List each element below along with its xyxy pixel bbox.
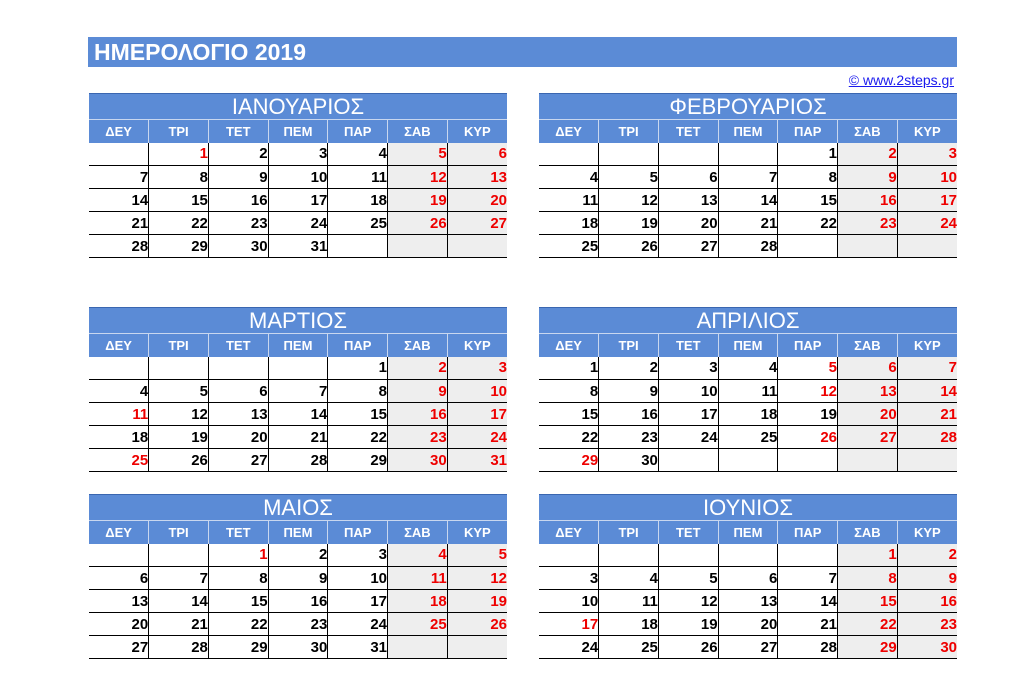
day-cell: 13 [208, 403, 268, 426]
weekday-header: ΚΥΡ [447, 334, 507, 357]
day-cell: 8 [328, 380, 388, 403]
weekday-header: ΤΡΙ [149, 120, 209, 143]
day-cell: 3 [539, 567, 599, 590]
month-name: ΙΟΥΝΙΟΣ [539, 495, 957, 521]
week-row [89, 166, 507, 189]
day-cell: 24 [328, 613, 388, 636]
weekday-header: ΤΕΤ [658, 521, 718, 544]
day-cell: 10 [658, 380, 718, 403]
month-name: ΑΠΡΙΛΙΟΣ [539, 308, 957, 334]
day-cell: 9 [268, 567, 328, 590]
day-cell: 15 [328, 403, 388, 426]
day-cell: 7 [778, 567, 838, 590]
copyright-link[interactable]: © www.2steps.gr [848, 72, 954, 88]
day-cell: 11 [599, 590, 659, 613]
month-name: ΙΑΝΟΥΑΡΙΟΣ [89, 94, 507, 120]
weekday-header: ΠΕΜ [268, 521, 328, 544]
day-cell: 26 [658, 636, 718, 659]
weekday-header: ΔΕΥ [539, 120, 599, 143]
day-cell: 5 [658, 567, 718, 590]
day-cell: 23 [838, 212, 898, 235]
day-cell: 1 [838, 544, 898, 567]
day-cell: 18 [718, 403, 778, 426]
day-cell: 30 [897, 636, 957, 659]
day-cell: 16 [388, 403, 448, 426]
day-cell: 4 [539, 166, 599, 189]
day-cell: 31 [268, 235, 328, 258]
day-cell [599, 544, 659, 567]
day-cell: 20 [838, 403, 898, 426]
day-cell: 19 [388, 189, 448, 212]
day-cell: 24 [268, 212, 328, 235]
day-cell: 4 [718, 357, 778, 380]
weekday-header: ΚΥΡ [897, 120, 957, 143]
weekday-header: ΤΡΙ [149, 521, 209, 544]
day-cell: 1 [778, 143, 838, 166]
week-row [89, 212, 507, 235]
day-cell: 17 [897, 189, 957, 212]
week-row [539, 636, 957, 659]
week-row [539, 357, 957, 380]
weekday-header: ΤΕΤ [658, 334, 718, 357]
day-cell: 27 [208, 449, 268, 472]
day-cell: 11 [388, 567, 448, 590]
month-table [539, 307, 957, 472]
day-cell: 1 [328, 357, 388, 380]
day-cell: 14 [897, 380, 957, 403]
day-cell: 18 [328, 189, 388, 212]
day-cell: 23 [268, 613, 328, 636]
day-cell: 21 [268, 426, 328, 449]
week-row [89, 380, 507, 403]
weekday-header: ΤΕΤ [658, 120, 718, 143]
day-cell: 22 [328, 426, 388, 449]
day-cell: 20 [208, 426, 268, 449]
week-row [89, 357, 507, 380]
day-cell: 7 [89, 166, 149, 189]
day-cell: 25 [718, 426, 778, 449]
day-cell: 16 [268, 590, 328, 613]
day-cell: 16 [838, 189, 898, 212]
day-cell: 27 [718, 636, 778, 659]
day-cell: 30 [208, 235, 268, 258]
day-cell [718, 544, 778, 567]
day-cell: 6 [658, 166, 718, 189]
day-cell: 23 [599, 426, 659, 449]
day-cell: 12 [388, 166, 448, 189]
day-cell: 4 [599, 567, 659, 590]
week-row [539, 380, 957, 403]
day-cell: 14 [778, 590, 838, 613]
day-cell: 21 [718, 212, 778, 235]
day-cell: 13 [718, 590, 778, 613]
week-row [89, 403, 507, 426]
day-cell: 5 [447, 544, 507, 567]
day-cell [149, 544, 209, 567]
week-row [539, 426, 957, 449]
weekday-header: ΠΕΜ [718, 334, 778, 357]
day-cell: 6 [838, 357, 898, 380]
weekday-header: ΤΡΙ [599, 120, 659, 143]
day-cell: 29 [328, 449, 388, 472]
day-cell: 22 [838, 613, 898, 636]
day-cell: 10 [447, 380, 507, 403]
day-cell: 12 [778, 380, 838, 403]
weekday-header: ΚΥΡ [897, 521, 957, 544]
day-cell: 3 [268, 143, 328, 166]
week-row [539, 143, 957, 166]
weekday-header: ΚΥΡ [897, 334, 957, 357]
day-cell: 5 [149, 380, 209, 403]
day-cell: 17 [328, 590, 388, 613]
day-cell: 26 [388, 212, 448, 235]
month-name: ΜΑΡΤΙΟΣ [89, 308, 507, 334]
day-cell: 11 [718, 380, 778, 403]
day-cell: 27 [89, 636, 149, 659]
day-cell: 19 [599, 212, 659, 235]
day-cell: 10 [897, 166, 957, 189]
day-cell: 3 [447, 357, 507, 380]
weekday-header: ΠΕΜ [718, 521, 778, 544]
day-cell: 13 [658, 189, 718, 212]
day-cell [89, 544, 149, 567]
day-cell: 30 [599, 449, 659, 472]
weekday-header: ΤΡΙ [599, 334, 659, 357]
month-table [89, 494, 507, 659]
weekday-header: ΤΕΤ [208, 334, 268, 357]
weekday-header: ΠΕΜ [268, 120, 328, 143]
day-cell: 6 [89, 567, 149, 590]
week-row [539, 189, 957, 212]
day-cell: 3 [897, 143, 957, 166]
weekday-header: ΠΑΡ [328, 521, 388, 544]
week-row [89, 613, 507, 636]
week-row [89, 426, 507, 449]
day-cell: 6 [447, 143, 507, 166]
day-cell: 25 [388, 613, 448, 636]
day-cell: 4 [89, 380, 149, 403]
week-row [539, 544, 957, 567]
weekday-header: ΚΥΡ [447, 521, 507, 544]
week-row [539, 212, 957, 235]
day-cell: 20 [447, 189, 507, 212]
month-table [89, 93, 507, 258]
day-cell: 8 [778, 166, 838, 189]
weekday-header: ΠΑΡ [328, 334, 388, 357]
day-cell: 16 [208, 189, 268, 212]
day-cell: 28 [778, 636, 838, 659]
day-cell: 28 [268, 449, 328, 472]
day-cell: 1 [539, 357, 599, 380]
day-cell: 13 [447, 166, 507, 189]
day-cell: 9 [897, 567, 957, 590]
week-row [89, 449, 507, 472]
month-name: ΜΑΙΟΣ [89, 495, 507, 521]
day-cell: 14 [268, 403, 328, 426]
day-cell [447, 235, 507, 258]
day-cell: 15 [838, 590, 898, 613]
day-cell: 19 [658, 613, 718, 636]
day-cell: 29 [149, 235, 209, 258]
day-cell [447, 636, 507, 659]
day-cell: 8 [539, 380, 599, 403]
weekday-header: ΔΕΥ [89, 521, 149, 544]
day-cell: 26 [778, 426, 838, 449]
day-cell: 1 [149, 143, 209, 166]
day-cell: 21 [778, 613, 838, 636]
day-cell: 2 [388, 357, 448, 380]
weekday-header: ΣΑΒ [838, 334, 898, 357]
day-cell [838, 449, 898, 472]
week-row [539, 567, 957, 590]
day-cell: 28 [718, 235, 778, 258]
day-cell: 8 [208, 567, 268, 590]
day-cell [149, 357, 209, 380]
day-cell: 9 [388, 380, 448, 403]
day-cell: 14 [149, 590, 209, 613]
day-cell: 25 [328, 212, 388, 235]
day-cell: 18 [599, 613, 659, 636]
day-cell: 19 [778, 403, 838, 426]
day-cell: 5 [599, 166, 659, 189]
day-cell: 17 [447, 403, 507, 426]
day-cell: 7 [718, 166, 778, 189]
day-cell: 22 [149, 212, 209, 235]
day-cell: 29 [838, 636, 898, 659]
day-cell [539, 143, 599, 166]
day-cell [208, 357, 268, 380]
day-cell: 19 [149, 426, 209, 449]
week-row [539, 235, 957, 258]
weekday-header: ΔΕΥ [89, 120, 149, 143]
weekday-header: ΣΑΒ [838, 120, 898, 143]
week-row [539, 403, 957, 426]
day-cell: 23 [388, 426, 448, 449]
weekday-header: ΠΕΜ [268, 334, 328, 357]
day-cell [778, 449, 838, 472]
weekday-header: ΤΕΤ [208, 521, 268, 544]
week-row [89, 235, 507, 258]
day-cell: 24 [658, 426, 718, 449]
day-cell: 27 [658, 235, 718, 258]
day-cell: 16 [599, 403, 659, 426]
day-cell: 4 [388, 544, 448, 567]
day-cell [268, 357, 328, 380]
day-cell [599, 143, 659, 166]
day-cell: 2 [599, 357, 659, 380]
day-cell: 9 [208, 166, 268, 189]
day-cell: 5 [388, 143, 448, 166]
day-cell: 29 [208, 636, 268, 659]
day-cell: 21 [89, 212, 149, 235]
day-cell [388, 235, 448, 258]
weekday-header: ΤΡΙ [149, 334, 209, 357]
day-cell: 2 [208, 143, 268, 166]
day-cell: 7 [149, 567, 209, 590]
day-cell: 12 [599, 189, 659, 212]
day-cell: 26 [447, 613, 507, 636]
day-cell: 8 [149, 166, 209, 189]
day-cell: 31 [447, 449, 507, 472]
day-cell [658, 143, 718, 166]
day-cell: 24 [447, 426, 507, 449]
day-cell: 26 [599, 235, 659, 258]
day-cell: 10 [268, 166, 328, 189]
day-cell [718, 449, 778, 472]
day-cell: 20 [658, 212, 718, 235]
week-row [89, 143, 507, 166]
day-cell: 2 [268, 544, 328, 567]
day-cell: 25 [599, 636, 659, 659]
day-cell [718, 143, 778, 166]
day-cell: 28 [89, 235, 149, 258]
day-cell: 22 [778, 212, 838, 235]
day-cell [89, 143, 149, 166]
day-cell: 27 [838, 426, 898, 449]
week-row [89, 636, 507, 659]
day-cell [778, 544, 838, 567]
day-cell: 14 [718, 189, 778, 212]
day-cell: 14 [89, 189, 149, 212]
day-cell: 7 [897, 357, 957, 380]
day-cell [838, 235, 898, 258]
day-cell: 26 [149, 449, 209, 472]
week-row [89, 567, 507, 590]
week-row [89, 189, 507, 212]
day-cell: 20 [718, 613, 778, 636]
day-cell: 23 [208, 212, 268, 235]
day-cell: 2 [838, 143, 898, 166]
day-cell: 22 [539, 426, 599, 449]
day-cell: 11 [539, 189, 599, 212]
day-cell: 7 [268, 380, 328, 403]
month-table [89, 307, 507, 472]
week-row [539, 613, 957, 636]
day-cell: 13 [89, 590, 149, 613]
day-cell: 17 [658, 403, 718, 426]
day-cell [897, 449, 957, 472]
day-cell: 24 [539, 636, 599, 659]
weekday-header: ΚΥΡ [447, 120, 507, 143]
week-row [89, 544, 507, 567]
day-cell: 10 [328, 567, 388, 590]
day-cell: 5 [778, 357, 838, 380]
weekday-header: ΣΑΒ [388, 120, 448, 143]
day-cell [658, 449, 718, 472]
day-cell: 28 [149, 636, 209, 659]
day-cell: 21 [149, 613, 209, 636]
day-cell: 15 [208, 590, 268, 613]
weekday-header: ΣΑΒ [388, 334, 448, 357]
weekday-header: ΤΡΙ [599, 521, 659, 544]
day-cell [897, 235, 957, 258]
day-cell: 2 [897, 544, 957, 567]
weekday-header: ΠΑΡ [778, 521, 838, 544]
day-cell: 1 [208, 544, 268, 567]
day-cell: 20 [89, 613, 149, 636]
day-cell: 6 [208, 380, 268, 403]
month-table [539, 93, 957, 258]
day-cell: 12 [658, 590, 718, 613]
day-cell: 23 [897, 613, 957, 636]
day-cell: 17 [268, 189, 328, 212]
day-cell: 17 [539, 613, 599, 636]
day-cell: 15 [778, 189, 838, 212]
day-cell: 18 [89, 426, 149, 449]
day-cell: 13 [838, 380, 898, 403]
day-cell: 3 [658, 357, 718, 380]
page-title: ΗΜΕΡΟΛΟΓΙΟ 2019 [88, 37, 957, 67]
weekday-header: ΠΑΡ [778, 120, 838, 143]
day-cell: 11 [328, 166, 388, 189]
weekday-header: ΠΑΡ [778, 334, 838, 357]
day-cell [778, 235, 838, 258]
day-cell: 30 [388, 449, 448, 472]
day-cell [539, 544, 599, 567]
day-cell: 29 [539, 449, 599, 472]
day-cell: 12 [149, 403, 209, 426]
day-cell: 10 [539, 590, 599, 613]
day-cell: 15 [149, 189, 209, 212]
day-cell: 4 [328, 143, 388, 166]
day-cell: 8 [838, 567, 898, 590]
day-cell [658, 544, 718, 567]
weekday-header: ΣΑΒ [388, 521, 448, 544]
month-name: ΦΕΒΡΟΥΑΡΙΟΣ [539, 94, 957, 120]
weekday-header: ΔΕΥ [539, 334, 599, 357]
day-cell: 9 [838, 166, 898, 189]
day-cell: 15 [539, 403, 599, 426]
day-cell: 12 [447, 567, 507, 590]
month-table [539, 494, 957, 659]
day-cell: 22 [208, 613, 268, 636]
day-cell [328, 235, 388, 258]
day-cell: 6 [718, 567, 778, 590]
day-cell: 30 [268, 636, 328, 659]
weekday-header: ΔΕΥ [89, 334, 149, 357]
day-cell: 27 [447, 212, 507, 235]
day-cell: 18 [539, 212, 599, 235]
day-cell: 28 [897, 426, 957, 449]
weekday-header: ΠΑΡ [328, 120, 388, 143]
weekday-header: ΣΑΒ [838, 521, 898, 544]
weekday-header: ΠΕΜ [718, 120, 778, 143]
day-cell [388, 636, 448, 659]
weekday-header: ΔΕΥ [539, 521, 599, 544]
week-row [539, 590, 957, 613]
week-row [539, 449, 957, 472]
day-cell: 19 [447, 590, 507, 613]
day-cell: 25 [89, 449, 149, 472]
day-cell: 9 [599, 380, 659, 403]
weekday-header: ΤΕΤ [208, 120, 268, 143]
day-cell: 16 [897, 590, 957, 613]
day-cell: 18 [388, 590, 448, 613]
day-cell [89, 357, 149, 380]
day-cell: 11 [89, 403, 149, 426]
day-cell: 21 [897, 403, 957, 426]
day-cell: 24 [897, 212, 957, 235]
day-cell: 3 [328, 544, 388, 567]
day-cell: 31 [328, 636, 388, 659]
week-row [89, 590, 507, 613]
week-row [539, 166, 957, 189]
day-cell: 25 [539, 235, 599, 258]
